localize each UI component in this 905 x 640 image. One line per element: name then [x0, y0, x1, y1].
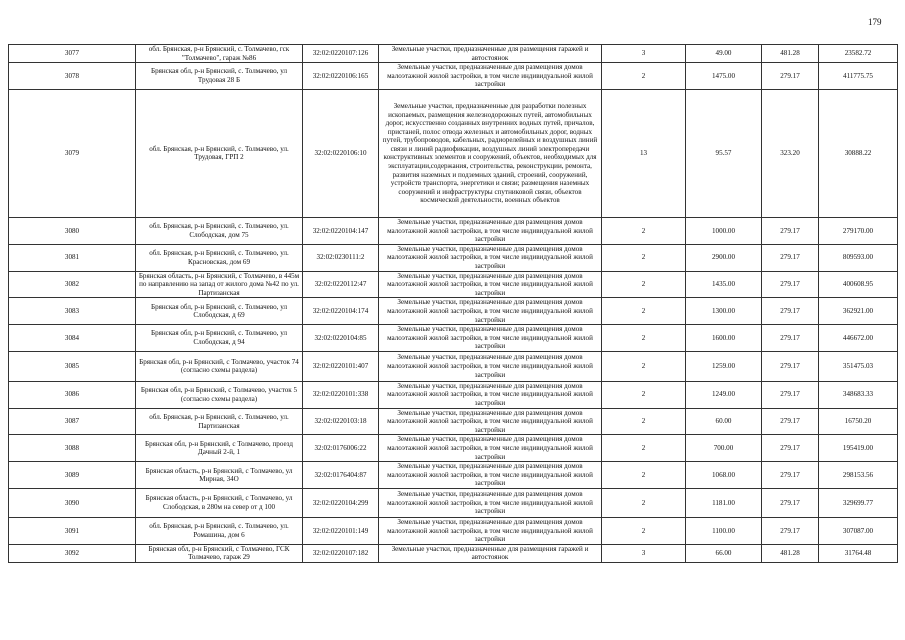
row-area: 66.00: [686, 544, 762, 562]
row-number: 3082: [9, 271, 136, 298]
row-rate: 279.17: [762, 408, 819, 435]
row-cadastral-value: 307087.00: [819, 518, 898, 545]
row-rate: 279.17: [762, 489, 819, 518]
row-area: 1100.00: [686, 518, 762, 545]
cadastral-value-table: [8, 44, 898, 563]
row-rate: 279.17: [762, 518, 819, 545]
page-number: 179: [868, 17, 882, 27]
row-group: 2: [602, 381, 686, 408]
table-row: [9, 408, 898, 435]
row-number: 3078: [9, 63, 136, 90]
row-cadastral-number: 32:02:0220101:407: [303, 351, 379, 381]
row-address: Брянская область, р-н Брянский, с Толмачево, в 445м по направлению на запад от жилого дома №42 по ул. Партизанская: [136, 271, 303, 298]
row-cadastral-number: 32:02:0220101:338: [303, 381, 379, 408]
row-group: 2: [602, 244, 686, 271]
row-land-use: Земельные участки, предназначенные для размещения домов малоэтажной жилой застройки, в том числе индивидуальной жилой застройки: [379, 63, 602, 90]
row-group: 2: [602, 217, 686, 244]
row-area: 700.00: [686, 435, 762, 462]
row-cadastral-value: 31764.48: [819, 544, 898, 562]
row-address: Брянская обл, р-н Брянский, с Толмачево, проезд Дачный 2-й, 1: [136, 435, 303, 462]
row-area: 1259.00: [686, 351, 762, 381]
row-number: 3077: [9, 45, 136, 63]
table-row: [9, 217, 898, 244]
row-land-use: Земельные участки, предназначенные для размещения домов малоэтажной жилой застройки, в том числе индивидуальной жилой застройки: [379, 489, 602, 518]
row-group: 3: [602, 45, 686, 63]
row-cadastral-value: 809593.00: [819, 244, 898, 271]
row-land-use: Земельные участки, предназначенные для размещения гаражей и автостоянок: [379, 544, 602, 562]
row-cadastral-value: 16750.20: [819, 408, 898, 435]
row-land-use: Земельные участки, предназначенные для размещения домов малоэтажной жилой застройки, в том числе индивидуальной жилой застройки: [379, 271, 602, 298]
table-row: [9, 63, 898, 90]
row-area: 1181.00: [686, 489, 762, 518]
row-address: Брянская область, р-н Брянский, с Толмачево, ул Мирная, 34О: [136, 462, 303, 489]
row-group: 13: [602, 89, 686, 217]
row-group: 2: [602, 271, 686, 298]
row-number: 3081: [9, 244, 136, 271]
row-cadastral-number: 32:02:0176006:22: [303, 435, 379, 462]
row-cadastral-number: 32:02:0220112:47: [303, 271, 379, 298]
row-number: 3085: [9, 351, 136, 381]
row-land-use: Земельные участки, предназначенные для размещения домов малоэтажной жилой застройки, в том числе индивидуальной жилой застройки: [379, 217, 602, 244]
row-rate: 279.17: [762, 351, 819, 381]
row-land-use: Земельные участки, предназначенные для разработки полезных ископаемых, размещения железнодорожных путей, автомобильных дорог, искусственно созданных внутренних водных путей, причалов, пристаней, полос отвода железных и автомобильных дорог, водных путей, трубопроводов, кабельных, радиорелейных и воздушных линий связи и линий радиофикации, воздушных линий электропередачи конструктивных элементов и сооружений, объектов, необходимых для эксплуатации,содержания, строительства, реконструкции, ремонта, развития наземных и подземных зданий, строений, сооружений, устройств транспорта, энергетики и связи; размещения наземных сооружений и инфраструктуры спутниковой связи, объектов космической деятельности, военных объектов: [379, 89, 602, 217]
row-number: 3091: [9, 518, 136, 545]
table-row: [9, 381, 898, 408]
row-cadastral-number: 32:02:0220104:147: [303, 217, 379, 244]
row-number: 3079: [9, 89, 136, 217]
row-rate: 323.20: [762, 89, 819, 217]
row-cadastral-value: 446672.00: [819, 325, 898, 352]
row-cadastral-value: 348683.33: [819, 381, 898, 408]
row-rate: 481.28: [762, 45, 819, 63]
row-address: обл. Брянская, р-н Брянский, с. Толмачево, ул. Ромашина, дом 6: [136, 518, 303, 545]
row-rate: 279.17: [762, 381, 819, 408]
row-address: Брянская обл, р-н Брянский, с. Толмачево, ул Слободская, д 69: [136, 298, 303, 325]
table-body: [9, 45, 898, 563]
row-area: 60.00: [686, 408, 762, 435]
row-area: 1000.00: [686, 217, 762, 244]
row-cadastral-number: 32:02:0230111:2: [303, 244, 379, 271]
table-row: [9, 45, 898, 63]
row-address: обл. Брянская, р-н Брянский, с. Толмачево, гск "Толмачево", гараж №86: [136, 45, 303, 63]
row-land-use: Земельные участки, предназначенные для размещения домов малоэтажной жилой застройки, в том числе индивидуальной жилой застройки: [379, 351, 602, 381]
row-area: 1249.00: [686, 381, 762, 408]
row-group: 2: [602, 325, 686, 352]
row-address: Брянская обл, р-н Брянский, с Толмачево, участок 74 (согласно схемы раздела): [136, 351, 303, 381]
row-group: 2: [602, 462, 686, 489]
table-row: [9, 462, 898, 489]
row-address: обл. Брянская, р-н Брянский, с. Толмачево, ул. Трудовая, ГРП 2: [136, 89, 303, 217]
row-rate: 279.17: [762, 217, 819, 244]
row-group: 2: [602, 489, 686, 518]
row-rate: 279.17: [762, 271, 819, 298]
row-cadastral-number: 32:02:0220104:174: [303, 298, 379, 325]
row-land-use: Земельные участки, предназначенные для размещения домов малоэтажной жилой застройки, в том числе индивидуальной жилой застройки: [379, 325, 602, 352]
row-rate: 279.17: [762, 63, 819, 90]
row-land-use: Земельные участки, предназначенные для размещения домов малоэтажной жилой застройки, в том числе индивидуальной жилой застройки: [379, 435, 602, 462]
row-group: 2: [602, 351, 686, 381]
row-land-use: Земельные участки, предназначенные для размещения гаражей и автостоянок: [379, 45, 602, 63]
row-address: Брянская обл, р-н Брянский, с. Толмачево, ул Слободская, д 94: [136, 325, 303, 352]
row-cadastral-number: 32:02:0220107:182: [303, 544, 379, 562]
row-number: 3089: [9, 462, 136, 489]
row-group: 2: [602, 435, 686, 462]
row-address: обл. Брянская, р-н Брянский, с. Толмачево, ул. Красновская, дом 69: [136, 244, 303, 271]
row-address: обл. Брянская, р-н Брянский, с. Толмачево, ул. Слободская, дом 75: [136, 217, 303, 244]
row-rate: 279.17: [762, 298, 819, 325]
row-cadastral-number: 32:02:0220101:149: [303, 518, 379, 545]
table-row: [9, 89, 898, 217]
row-number: 3080: [9, 217, 136, 244]
row-number: 3092: [9, 544, 136, 562]
row-cadastral-value: 298153.56: [819, 462, 898, 489]
row-group: 2: [602, 518, 686, 545]
row-cadastral-number: 32:02:0220103:18: [303, 408, 379, 435]
row-number: 3086: [9, 381, 136, 408]
row-area: 2900.00: [686, 244, 762, 271]
table-row: [9, 271, 898, 298]
table-row: [9, 351, 898, 381]
row-cadastral-value: 23582.72: [819, 45, 898, 63]
row-cadastral-number: 32:02:0220104:299: [303, 489, 379, 518]
table-row: [9, 518, 898, 545]
row-cadastral-value: 195419.00: [819, 435, 898, 462]
row-land-use: Земельные участки, предназначенные для размещения домов малоэтажной жилой застройки, в том числе индивидуальной жилой застройки: [379, 518, 602, 545]
row-land-use: Земельные участки, предназначенные для размещения домов малоэтажной жилой застройки, в том числе индивидуальной жилой застройки: [379, 298, 602, 325]
row-number: 3087: [9, 408, 136, 435]
row-address: Брянская обл, р-н Брянский, с Толмачево, участок 5 (согласно схемы раздела): [136, 381, 303, 408]
row-cadastral-number: 32:02:0220106:10: [303, 89, 379, 217]
row-area: 1300.00: [686, 298, 762, 325]
table-row: [9, 489, 898, 518]
row-address: Брянская обл, р-н Брянский, с. Толмачево, ул Трудовая 28 Б: [136, 63, 303, 90]
row-address: обл. Брянская, р-н Брянский, с. Толмачево, ул. Партизанская: [136, 408, 303, 435]
row-rate: 279.17: [762, 462, 819, 489]
row-group: 2: [602, 408, 686, 435]
row-group: 3: [602, 544, 686, 562]
row-group: 2: [602, 298, 686, 325]
row-cadastral-number: 32:02:0176404:87: [303, 462, 379, 489]
row-area: 95.57: [686, 89, 762, 217]
row-number: 3084: [9, 325, 136, 352]
row-land-use: Земельные участки, предназначенные для размещения домов малоэтажной жилой застройки, в том числе индивидуальной жилой застройки: [379, 381, 602, 408]
row-land-use: Земельные участки, предназначенные для размещения домов малоэтажной жилой застройки, в том числе индивидуальной жилой застройки: [379, 462, 602, 489]
row-cadastral-number: 32:02:0220104:85: [303, 325, 379, 352]
row-rate: 279.17: [762, 244, 819, 271]
row-cadastral-value: 362921.00: [819, 298, 898, 325]
row-land-use: Земельные участки, предназначенные для размещения домов малоэтажной жилой застройки, в том числе индивидуальной жилой застройки: [379, 244, 602, 271]
row-number: 3090: [9, 489, 136, 518]
row-group: 2: [602, 63, 686, 90]
row-cadastral-number: 32:02:0220106:165: [303, 63, 379, 90]
row-cadastral-value: 400608.95: [819, 271, 898, 298]
row-address: Брянская область, р-н Брянский, с Толмачево, ул Слободская, в 280м на север от д 100: [136, 489, 303, 518]
row-cadastral-value: 329699.77: [819, 489, 898, 518]
table-row: [9, 244, 898, 271]
row-address: Брянская обл, р-н Брянский, с Толмачево, ГСК Толмачево, гараж 29: [136, 544, 303, 562]
row-land-use: Земельные участки, предназначенные для размещения домов малоэтажной жилой застройки, в том числе индивидуальной жилой застройки: [379, 408, 602, 435]
row-cadastral-value: 279170.00: [819, 217, 898, 244]
row-number: 3083: [9, 298, 136, 325]
row-cadastral-value: 30888.22: [819, 89, 898, 217]
table-row: [9, 298, 898, 325]
row-cadastral-number: 32:02:0220107:126: [303, 45, 379, 63]
row-rate: 481.28: [762, 544, 819, 562]
row-cadastral-value: 411775.75: [819, 63, 898, 90]
table-row: [9, 544, 898, 562]
row-area: 1435.00: [686, 271, 762, 298]
row-area: 1600.00: [686, 325, 762, 352]
row-number: 3088: [9, 435, 136, 462]
row-cadastral-value: 351475.03: [819, 351, 898, 381]
table-row: [9, 325, 898, 352]
table-row: [9, 435, 898, 462]
row-rate: 279.17: [762, 435, 819, 462]
row-area: 49.00: [686, 45, 762, 63]
row-area: 1068.00: [686, 462, 762, 489]
row-rate: 279.17: [762, 325, 819, 352]
row-area: 1475.00: [686, 63, 762, 90]
